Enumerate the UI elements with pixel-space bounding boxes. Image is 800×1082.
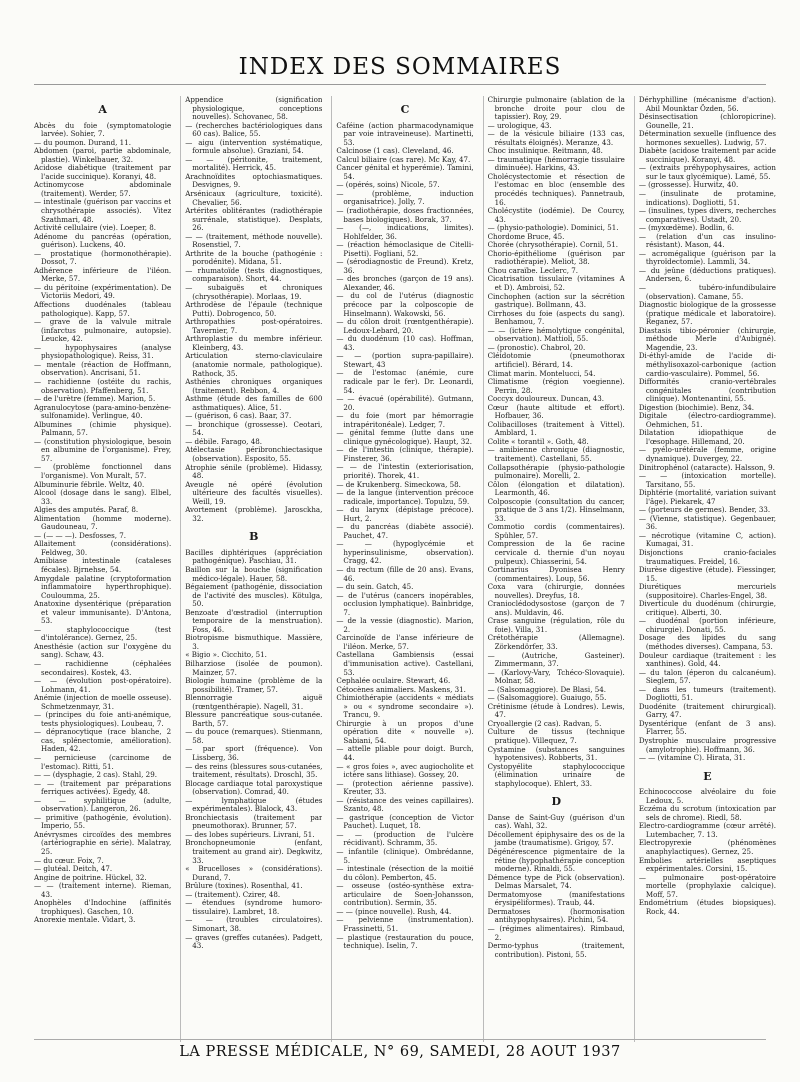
index-entry: Détermination sexuelle (influence des hormones sexuelles). Ludwig, 57.	[638, 129, 777, 147]
index-entry: — — (hypoglycémie et hyperinsulinisme, observation). Cragg, 42.	[336, 539, 474, 566]
index-entry: Diabète (acidose traitement par acide succinique). Koranyi, 48.	[638, 146, 777, 164]
index-entry: — (extraits préhypophysaires, action sur le taux glycémique). Lamé, 55.	[638, 163, 777, 181]
index-entry: — — (péritonite, traitement, mortalité). Herrick, 45.	[185, 154, 323, 173]
index-entry: — — (vitamine C). Hirata, 31.	[638, 753, 746, 763]
index-entry: — (Karlovy-Vary, Tchéco-Slovaquie). Molnar, 58.	[487, 667, 625, 686]
index-entry: — de la vessie (diagnostic). Marion, 2.	[336, 616, 474, 634]
index-entry: Asthme (étude des familles de 600 asthmatiques). Alice, 51.	[185, 394, 323, 412]
index-entry: — infantile (clinique). Ombrédanne, 5.	[336, 847, 474, 865]
index-entry: Arachnoïdites optochiasmatiques. Desvignes, 9.	[185, 171, 323, 190]
index-entry: Chirurgie à un propos d'une opération dite « nouvelle »). Sabiani, 54.	[336, 718, 474, 745]
index-entry: Cirrhoses du foie (aspects du sang). Benhamou, 7.	[487, 308, 625, 327]
index-entry: Chimiothérapie (accidents « médiats » ou « syndrome secondaire »). Trancu, 9.	[336, 693, 474, 720]
index-entry: Albumines (chimie physique). Palmann, 57.	[34, 419, 172, 438]
index-entry: — dans les tumeurs (traitement). Dogliotti, 51.	[638, 684, 777, 703]
page-footer: LA PRESSE MÉDICALE, N° 69, SAMEDI, 28 AOUT 1937	[179, 1044, 621, 1060]
index-entry: Cléidotomie (pneumothorax artificiel). Bérard, 14.	[487, 351, 625, 369]
index-entry: Chordome Bruce, 45.	[487, 231, 565, 241]
index-entry: — (principes du foie anti-anémique, tests physiologiques). Loubeau, 7.	[34, 710, 172, 728]
index-entry: — rachidienne (ostéite du rachis, observation). Pfaffenberg, 51.	[34, 376, 172, 395]
index-entry: — rachidienne (céphalées secondaires). Kostek, 43.	[34, 659, 172, 677]
index-entry: — du pouce (remarques). Stienmann, 58.	[185, 727, 323, 745]
index-entry: — rhumatoïde (tests diagnostiques, comparaison). Short, 44.	[185, 265, 323, 284]
index-entry: Commotio cordis (commentaires). Spühler, 57.	[487, 522, 625, 540]
index-entry: Climatisme (région voegienne). Perrin, 28.	[487, 377, 625, 395]
index-entry: — (régimes alimentaires). Rimbaud, 2.	[487, 923, 625, 942]
index-entry: — nécrotique (vitamine C, action). Kumagai, 31.	[638, 530, 777, 549]
index-entry: — pulmonaire post-opératoire mortelle (prophylaxie calcique). Moff, 57.	[638, 872, 777, 899]
index-entry: — graves (greffes cutanées). Padgett, 43.	[185, 932, 323, 951]
index-entry: Adhérence inférieure de l'iléon. Merke, 57.	[34, 265, 172, 284]
index-entry: Diastasis tibio-péronier (chirurgie, méthode Merle d'Aubigné). Magendie, 23.	[638, 325, 777, 352]
index-entry: Dermatomyose (manifestations érysipéliformes). Traub, 44.	[487, 889, 625, 908]
index-entry: — du cœur. Foix, 7.	[34, 855, 104, 865]
index-entry: — intestinale (résection de la moitié du côlon). Pemberton, 45.	[336, 864, 474, 882]
index-entry: Cortinarius Dyonisea Henry (commentaires). Loup, 56.	[487, 565, 625, 583]
index-entry: Articulation sterno-claviculaire (anatomie normale, pathologique). Rathock, 35.	[185, 351, 323, 378]
index-entry: Anévrysmes circoïdes des membres (artériographie en série). Malatray, 25.	[34, 829, 172, 857]
index-entry: Choc insulinique. Reitmann, 48.	[487, 146, 603, 156]
index-entry: Bacilles diphtériques (appréciation pathogénique). Paschiau, 31.	[185, 547, 323, 566]
index-entry: — tubéro-infundibulaire (observation). Camane, 55.	[638, 283, 777, 301]
index-entry: — (Autriche, Gasteiner). Zimmermann, 37.	[487, 650, 625, 669]
index-entry: Colposcopie (consultation du cancer, pratique de 3 ans 1/2). Hinselmann, 33.	[487, 496, 625, 523]
index-entry: Dilatation idiopathique de l'œsophage. Hillemand, 20.	[638, 428, 777, 446]
index-entry: Culture de tissus (technique pratique). Villequez, 7.	[487, 727, 625, 746]
index-entry: — — (portion supra-papillaire). Stewart, 43	[336, 351, 474, 369]
index-entry: Chirurgie pulmonaire (ablation de la bronche droite pour clou de tapissier). Roy, 29.	[487, 96, 625, 122]
index-entry: Affections duodénales (tableau pathologique). Kapp, 57.	[34, 300, 172, 318]
page-title: INDEX DES SOMMAIRES	[238, 54, 562, 80]
index-entry: Cancer génital et hyperémie). Tamini, 54.	[336, 163, 474, 181]
index-columns	[34, 96, 776, 1042]
index-entry: — (Salsomaggiore). Guaiugo, 55.	[487, 693, 607, 703]
index-entry: Dysentérique (enfant de 3 ans). Flarrer, 55.	[638, 718, 777, 737]
footer-divider	[34, 1039, 766, 1040]
index-entry: Dinitrophénol (cataracte). Halsson, 9.	[638, 462, 775, 472]
index-entry: Endométrium (études biopsiques). Rock, 44.	[638, 898, 777, 916]
index-column-4	[483, 96, 625, 1042]
index-entry: — (Salsomaggiore). De Blasi, 54.	[487, 684, 606, 694]
index-entry: — (insulinate de protamine, indications). Dogliotti, 51.	[638, 189, 777, 207]
index-entry: Biotropisme bismuthique. Massière, 3.	[185, 633, 323, 651]
index-entry: — traumatique (hémorragie tissulaire diminuée). Harkins, 43.	[487, 154, 625, 173]
index-entry: Dystrophie musculaire progressive (amylotrophie). Hoffmann, 36.	[638, 736, 777, 754]
index-entry: — — (dysphagie, 2 cas). Stahl, 29.	[34, 770, 157, 780]
index-entry: — (— — —). Desfosses, 7.	[34, 530, 127, 540]
index-entry: Biologie humaine (problème de la possibilité). Tramer, 57.	[185, 676, 323, 694]
index-entry: — du larynx (dépistage précoce). Hurt, 2.	[336, 505, 474, 523]
index-entry: Coxa vara (chirurgie, données nouvelles). Dreyfus, 18.	[487, 582, 625, 600]
index-entry: Embolies artérielles aseptiques expérimentales. Corsini, 15.	[638, 855, 777, 874]
index-entry: — — (évolution post-opératoire). Lohmann, 41.	[34, 676, 172, 694]
index-entry: Anorexie mentale. Vidart, 3.	[34, 915, 136, 925]
index-entry: — attelle pliable pour doigt. Burch, 44.	[336, 744, 474, 763]
index-entry: Electro-cardiogramme (cœur arrêté). Lutembacher, 7. 13.	[638, 821, 777, 839]
index-entry: Algies des amputés. Paraf, 8.	[34, 505, 139, 515]
index-entry: Compression de la 6e racine cervicale d. thernie d'un noyau pulpeux). Chiasserini, 54.	[487, 539, 625, 566]
index-entry: — (traitement). Czirer, 48.	[185, 889, 281, 899]
index-entry: Baillon sur la bouche (signification médico-légale). Hauer, 58.	[185, 564, 323, 583]
index-entry: — bronchique (grossesse). Ceotari, 54.	[185, 419, 323, 438]
index-entry: Bronchiectasis (traitement par pneumothorax). Brunner, 57.	[185, 812, 323, 831]
index-entry: Carcinoïde de l'anse inférieure de l'iléon. Merke, 57.	[336, 633, 474, 651]
index-entry: Chou caraïbe. Leclerc, 7.	[487, 265, 579, 275]
index-entry: — du rectum (fille de 20 ans). Evans, 46.	[336, 564, 474, 583]
index-entry: — étendues (syndrome humoro-tissulaire). Lambret, 18.	[185, 898, 323, 916]
index-entry: — (radiothérapie, doses fractionnées, bases biologiques). Borak, 37.	[336, 206, 474, 224]
index-entry: Bégaiement (pathogénie, dissociation de l'activité des muscles). Kötulga, 50.	[185, 582, 323, 609]
index-entry: — de l'intestin (clinique, thérapie). Finsterer, 36.	[336, 445, 474, 463]
index-entry: Cephalée oculaire. Stewart, 46.	[336, 676, 451, 686]
index-entry: Digitale (électro-cardiogramme). Oehmichen, 51.	[638, 411, 777, 429]
index-entry: — de l'urètre (femme). Marion, 5.	[34, 394, 156, 404]
index-entry: Castellana Gambiensis (essai d'immunisation active). Castellani, 53.	[336, 650, 474, 677]
index-entry: Blessure pancréatique sous-cutanée. Barth, 57.	[185, 710, 323, 728]
index-entry: — « gros foies », avec augiocholite et ictère sans lithiase). Gossey, 20.	[336, 761, 474, 780]
index-entry: Démence type de Pick (observation). Delmas Marsalet, 74.	[487, 872, 625, 891]
index-entry: — (grossesse). Hurwitz, 40.	[638, 180, 739, 190]
index-entry: Amibiase intestinale (cataleses fécales). Bjrnehse, 54.	[34, 556, 172, 574]
index-entry: Chorio-épithéliome (guérison par radiothérapie). Meliot, 38.	[487, 248, 625, 267]
index-entry: Collapsothérapie (physio-pathologie pulmonaire). Morelli, 2.	[487, 462, 625, 481]
index-entry: Blennorragie aiguë (rœntgenthérapie). Nagell, 31.	[185, 693, 323, 711]
index-entry: Arthrodèse de l'épaule (technique Putti). Dobrogenco, 50.	[185, 300, 323, 318]
index-entry: Bilharziose (isolée de poumon). Mainzer, 57.	[185, 659, 323, 677]
index-entry: — (pronostic). Chabrol, 20.	[487, 342, 586, 352]
index-entry: Atélectasie péribronchiectasique (observation). Esposito, 55.	[185, 445, 323, 463]
index-entry: Dermatoses (hormonisation antihypophysaires). Pichini, 54.	[487, 906, 625, 925]
index-entry: — du jeûne (déductions pratiques). Andersen, 6.	[638, 265, 777, 284]
index-entry: — — de l'intestin (exteriorisation, priorité). Thorek, 41.	[336, 462, 474, 480]
index-entry: — (Vienne, statistique). Gegenbauer, 36.	[638, 513, 777, 532]
index-entry: Anatoxine dysentérique (préparation et valeur immunisante). D'Antona, 53.	[34, 599, 172, 626]
index-entry: Cranioclédodysostose (garçon de 7 ans). Muldavin, 46.	[487, 599, 625, 617]
index-entry: Arthroplastie du membre inférieur. Kleinberg, 43.	[185, 334, 323, 352]
index-entry: — du côlon droit (rœntgenthérapie). Ledoux-Lebard, 20.	[336, 317, 474, 335]
index-entry: Bronchopneumonie (enfant, traitement au grand air). Degkwitz, 33.	[185, 838, 323, 865]
index-entry: — grave de la valvule mitrale (infarctus pulmonaire, autopsie). Leucke, 42.	[34, 317, 172, 344]
index-entry: — (résistance des veines capillaires). Szanto, 48.	[336, 795, 474, 814]
index-entry: Arthrite de la bouche (pathogénie : porodénite). Midana, 51.	[185, 248, 323, 267]
index-entry: — — (traitement par préparations ferriques activées). Egedy, 48.	[34, 778, 172, 797]
index-entry: — (physio-pathologie). Dominici, 51.	[487, 223, 619, 233]
index-entry: Angine de poitrine. Hückel, 32.	[34, 872, 147, 882]
index-entry: — (guérison, 6 cas). Baar, 37.	[185, 411, 292, 421]
index-entry: Diagnostic biologique de la grossesse (pratique médicale et laboratoire). Reganez, 57.	[638, 300, 777, 327]
index-entry: Cicatrisation tissulaire (vitamines A et D). Ambroisi, 52.	[487, 274, 625, 293]
section-letter: C	[400, 103, 410, 116]
index-entry: Cœur (haute altitude et effort). Hofbauer, 36.	[487, 402, 625, 421]
index-entry: — urologique, 43.	[487, 120, 552, 130]
index-entry: Artérites oblitérantes (radiothérapie surrénale, statistique). Desplats, 26.	[185, 206, 323, 233]
index-entry: Climat marin. Montelucci, 54.	[487, 368, 596, 378]
index-entry: Cholécystite (iodémie). De Courcy, 43.	[487, 206, 625, 224]
index-entry: Actinomycose abdominale (traitement). Werder, 57.	[34, 180, 172, 198]
index-entry: Diurétiques mercuriels (suppositoire). Charles-Engel, 38.	[638, 582, 777, 600]
index-entry: Anesthésie (action sur l'oxygène du sang). Schaw, 43.	[34, 641, 172, 660]
index-entry: — — (troubles circulatoires). Simonart, 38.	[185, 915, 323, 933]
index-entry: Cholécystectomie et résection de l'estomac en bloc (ensemble des procédés techniques). Pannetraub, 16.	[487, 171, 625, 207]
index-entry: — (—, indications, limites). Hohlfelder, 36.	[336, 223, 474, 241]
index-entry: Amygdale palatine (cryptoformation inflammatoire hyperthrophique). Couloumma, 25.	[34, 573, 172, 600]
index-entry: — pernicieuse (carcinome de l'estomac). Ritti, 51.	[34, 753, 172, 771]
index-entry: — (porteurs de germes). Bender, 33.	[638, 505, 771, 515]
index-entry: Albuminurie fébrile. Weltz, 40.	[34, 479, 145, 489]
index-entry: — osseuse (ostéo-synthèse extra-articulaire de Soen-Johansson, contribution). Sermin, 35.	[336, 881, 474, 908]
index-entry: Diurèse digestive (étude). Fiessinger, 15.	[638, 565, 777, 583]
index-entry: — — (ictère hémolytique congénital, observation). Mattioli, 55.	[487, 325, 625, 344]
index-entry: — subaiguës et chroniques (chrysothérapie). Morlaas, 19.	[185, 283, 323, 301]
index-entry: Electropyrexie (phénomènes anaphylactiques). Gernez, 25.	[638, 838, 777, 857]
index-entry: — lymphatique (études expérimentales). Blalock, 43.	[185, 795, 323, 814]
index-entry: — aigu (intervention systématique, formule absolue). Graziani, 54.	[185, 137, 323, 156]
index-entry: Calcul biliaire (cas rare). Mc Kay, 47.	[336, 154, 471, 164]
index-entry: Cystopyélite staphylococcique (élimination urinaire de staphylocoque). Ehlert, 33.	[487, 761, 625, 788]
index-entry: — — (production de l'ulcère récidivant). Schramm, 35.	[336, 829, 474, 848]
index-entry: Crase sanguine (régulation, rôle du foie). Villa, 31.	[487, 616, 625, 634]
index-entry: — (constitution physiologique, besoin en albumine de l'organisme). Frey, 57.	[34, 436, 172, 463]
index-entry: — (insulines, types divers, recherches comparatives). Ustadt, 20.	[638, 206, 777, 224]
index-entry: Disjonctions cranio-faciales traumatiques. Freidel, 16.	[638, 547, 777, 566]
index-entry: — des lobes supérieurs. Livrani, 51.	[185, 829, 315, 839]
index-entry: Cryoallergie (2 cas). Radvan, 5.	[487, 718, 602, 728]
index-entry: — duodénal (portion inférieure, chirurgie). Donati, 55.	[638, 616, 777, 634]
section-letter: E	[703, 769, 712, 783]
index-entry: — (recherches bactériologiques dans 60 cas). Balice, 55.	[185, 120, 323, 139]
index-entry: — génital femme (lutte dans une clinique gynécologique). Haupt, 32.	[336, 428, 474, 446]
index-entry: Avortement (problème). Jarosckha, 32.	[185, 505, 323, 523]
index-entry: Echinococcose alvéolaire du foie Ledoux, 5.	[638, 787, 777, 805]
index-entry: Brûlure (toxines). Rosenthal, 41.	[185, 881, 303, 891]
index-entry: — de Krukenberg. Simeckowa, 58.	[336, 479, 461, 489]
index-entry: Diverticule du duodénum (chirurgie, critique). Alberti, 30.	[638, 599, 777, 617]
index-column-1	[34, 96, 171, 1042]
index-entry: Colite « torantil ». Goth, 48.	[487, 436, 589, 446]
index-entry: — acromégalique (guérison par la thyroïdectomie). Lammli, 34.	[638, 248, 777, 267]
index-entry: — du duodénum (10 cas). Hoffman, 43.	[336, 334, 474, 352]
index-entry: — mentale (réaction de Hoffmann, observation). Ancrisani, 51.	[34, 359, 172, 378]
index-entry: Désinsectisation (chloropicrine). Gounelle, 21.	[638, 112, 777, 130]
index-entry: — (problème fonctionnel dans l'organisme). Von Muralt, 57.	[34, 462, 172, 480]
index-entry: Cétocènes animaliers. Maskens, 31.	[336, 684, 466, 694]
index-entry: Décollement épiphysaire des os de la jambe (traumatisme). Grigoy, 57.	[487, 829, 625, 848]
section-letter: B	[249, 530, 259, 544]
index-entry: — du col de l'utérus (diagnostic précoce par la colposcopie de Hinselmann). Wakowski, 56.	[336, 291, 474, 318]
index-entry: Blocage cardiaque total paroxystique (observation). Comrad, 40.	[185, 778, 323, 797]
index-entry: Agranulocytose (para-amino-benzène-sulfonamide). Verlingue, 40.	[34, 402, 172, 421]
index-entry: Abdomen (paroi, partie abdominale, plastie). Winkelbauer, 32.	[34, 146, 172, 164]
index-entry: Benzoate d'œstradiol (interruption temporaire de la menstruation). Foss, 46.	[185, 607, 323, 634]
index-entry: Calcinose (1 cas). Cleveland, 46.	[336, 146, 454, 156]
index-entry: Allaitement (considérations). Feldweg, 30.	[34, 539, 172, 557]
index-entry: Danse de Saint-Guy (guérison d'un cas). Wahl, 32.	[487, 812, 625, 831]
index-entry: Appendice (signification physiologique, conceptions nouvelles). Schovanec, 58.	[185, 96, 323, 122]
index-entry: — du poumon. Durand, 11.	[34, 137, 131, 147]
index-entry: Anémie (injection de moelle osseuse). Schmetzenmayr, 31.	[34, 693, 172, 711]
index-entry: — du péritoine (expérimentation). De Victoriis Medori, 49.	[34, 282, 172, 301]
index-entry: — — (pince nouvelle). Rush, 44.	[336, 906, 452, 916]
index-entry: Aveugle né opéré (évolution ultérieure des facultés visuelles). Weill, 19.	[185, 479, 323, 506]
index-entry: — intestinale (guérison par vaccins et chrysothérapie associés). Vitez Szathmari, 48.	[34, 197, 172, 224]
index-entry: — — syphilitique (adulte, observation). Langeron, 26.	[34, 795, 172, 814]
index-entry: Acidose diabétique (traitement par l'acide succinique). Koranyi, 48.	[34, 163, 172, 181]
index-entry: — — (traitement interne). Rieman, 43.	[34, 881, 172, 899]
index-entry: — pelvienne (instrumentation). Frassinetti, 51.	[336, 915, 474, 933]
index-column-3	[331, 96, 473, 1042]
index-entry: Atrophie sénile (problème). Hidassy, 48.	[185, 462, 323, 481]
index-entry: Digestion (biochimie). Benz, 34.	[638, 402, 754, 412]
index-entry: — par sport (fréquence). Von Lissberg, 36.	[185, 744, 323, 763]
index-entry: Dosage des lipides du sang (méthodes diverses). Campana, 53.	[638, 633, 777, 651]
index-entry: — du foie (mort par hémorragie intrapéritonéale). Ledger, 7.	[336, 411, 474, 429]
index-column-5	[634, 96, 776, 1042]
index-entry: Crétinisme (étude à Londres). Lewis, 47.	[487, 701, 625, 720]
index-entry: Cinchophen (action sur la sécrétion gastrique). Bollmann, 43.	[487, 291, 625, 310]
index-entry: Chorée (chrysothérapie). Cornil, 51.	[487, 240, 619, 250]
index-entry: Coccyx douloureux. Duncan, 43.	[487, 394, 605, 404]
index-entry: Activité cellulaire (vie). Loeper, 8.	[34, 223, 157, 233]
index-entry: — glutéal. Deitch, 47.	[34, 864, 113, 874]
index-entry: — (opérés, soins) Nicole, 57.	[336, 180, 440, 190]
index-entry: — primitive (pathogénie, évolution). Imperio, 55.	[34, 812, 172, 831]
index-column-2	[180, 96, 322, 1042]
index-entry: — de l'estomac (anémie, cure radicale par le fer). Dr. Leonardi, 54.	[336, 368, 474, 395]
index-entry: Di-éthyl-amide de l'acide di-méthylisoxazol-carbonique (action cardio-vasculaire). Pommel, 56.	[638, 351, 777, 378]
index-entry: — gastrique (conception de Victor Pauchet). Luquet, 18.	[336, 812, 474, 831]
index-entry: — amibienne chronique (diagnostic, traitement). Castellani, 55.	[487, 445, 625, 463]
index-entry: — des bronches (garçon de 19 ans). Alexander, 46.	[336, 274, 474, 292]
index-entry: — (relation d'un cas insulino-résistant). Mason, 44.	[638, 231, 777, 250]
index-entry: Alimentation (homme moderne). Gaudouneau, 7.	[34, 513, 172, 532]
index-entry: Duodénite (traitement chirurgical). Garry, 47.	[638, 701, 777, 720]
index-entry: Caféine (action pharmacodynamique par voie intraveineuse). Martinetti, 53.	[336, 120, 474, 147]
index-entry: — hypophysaires (analyse physiopathologique). Reiss, 31.	[34, 342, 172, 361]
index-entry: — du sein. Gatch, 45.	[336, 582, 414, 592]
index-entry: Arsénicaux (agriculture, toxicité). Chevalier, 56.	[185, 189, 323, 207]
index-entry: Colibacilloses (traitement à Vittel). Amblard, 1.	[487, 419, 625, 438]
index-entry: — (réaction hémoclasique de Citelli-Pisetti). Fogliani, 52.	[336, 240, 474, 258]
index-entry: Dermo-typhus (traitement, contribution). Pistoni, 55.	[487, 941, 625, 959]
index-entry: Difformités cranio-vertébrales congénitales (contribution clinique). Montenantini, 55.	[638, 377, 777, 404]
section-letter: A	[98, 103, 107, 116]
index-entry: Crétothérapie (Allemagne). Zörkendörfer, 33.	[487, 633, 625, 651]
index-entry: — prostatique (hormonothérapie). Dossot, 7.	[34, 248, 172, 267]
index-entry: — du pancréas (diabète associé). Pauchet, 47.	[336, 522, 474, 540]
index-entry: — (problème, induction organisatrice). Jolly, 7.	[336, 188, 474, 207]
index-entry: — (protection aérienne passive). Kreuter, 33.	[336, 778, 474, 797]
index-entry: — de l'utérus (cancers inopérables, occlusion lymphatique). Bainbridge, 7.	[336, 590, 474, 617]
index-entry: Asthénies chroniques organiques (traitement). Rebbon, 4.	[185, 377, 323, 395]
index-entry: Arthropathies post-opératoires. Tavernier, 7.	[185, 317, 323, 335]
index-entry: « Brucelloses » (considérations). Durand, 7.	[185, 864, 323, 882]
section-letter: D	[551, 795, 561, 809]
title-divider	[34, 84, 766, 85]
index-entry: Anophèles d'Indochine (affinités trophiques). Gaschen, 10.	[34, 898, 172, 916]
index-entry: — des reins (blessures sous-cutanées, traitement, résultats). Droschl, 35.	[185, 761, 323, 780]
index-entry: — du talon (éperon du calcanéum). Sieglem, 57.	[638, 667, 777, 686]
index-entry: — pyélo-urétérale (femme, origine dynamique). Duvergey, 22.	[638, 445, 777, 463]
index-entry: Cystamine (substances sanguines hypotensives). Robberts, 31.	[487, 744, 625, 763]
index-entry: — plastique (restauration du pouce, technique). Iselin, 7.	[336, 932, 474, 951]
index-entry: — de la vésicule biliaire (133 cas, résultats éloignés). Meranze, 43.	[487, 129, 625, 147]
index-entry: Adénome du pancréas (opération, guérison). Luckens, 40.	[34, 231, 172, 250]
index-entry: — — (intoxication mortelle). Tarsitano, 55.	[638, 471, 777, 489]
index-entry: — de la langue (intervention précoce radicale, importance). Topulzu, 59.	[336, 488, 474, 506]
index-entry: « Bigio ». Cicchito, 51.	[185, 650, 267, 660]
index-entry: Dérhyphilline (mécanisme d'action). Abil Mounktar Özden, 56.	[638, 96, 777, 113]
index-entry: Douleur cardiaque (traitement : les xanthines). Gold, 44.	[638, 650, 777, 669]
index-entry: Abcès du foie (symptomatologie larvée). Sohier, 7.	[34, 120, 172, 139]
index-entry: — — évacué (opérabilité). Gutmann, 20.	[336, 394, 474, 412]
index-entry: Dégénérescence pigmentaire de la rétine (hypophathérapie conception moderne). Rinaldi, 55.	[487, 847, 625, 874]
index-entry: — staphylococcique (test d'intolérance). Gernez, 25.	[34, 624, 172, 643]
index-entry: — dépranocytique (race blanche, 2 cas, splénectomie, amélioration). Haden, 42.	[34, 727, 172, 754]
index-entry: Côlon (élongation et dilatation). Learmonth, 46.	[487, 479, 625, 498]
index-entry: Alcool (dosage dans le sang). Elbel, 33.	[34, 488, 172, 506]
index-entry: Diphtérie (mortalité, variation suivant l'âge). Piekarek, 47	[638, 488, 777, 506]
index-entry: — (sérodiagnostic de Freund). Kretz, 36.	[336, 257, 474, 275]
index-entry: — (myxœdème). Bodlin, 6.	[638, 223, 735, 233]
index-entry: Eczéma du scrotum (intoxication par sels de chrome). Riedl, 58.	[638, 804, 777, 822]
index-entry: — débile. Farago, 48.	[185, 436, 262, 446]
index-entry: — — (traitement, méthode nouvelle). Rosenstiel, 7.	[185, 231, 323, 250]
